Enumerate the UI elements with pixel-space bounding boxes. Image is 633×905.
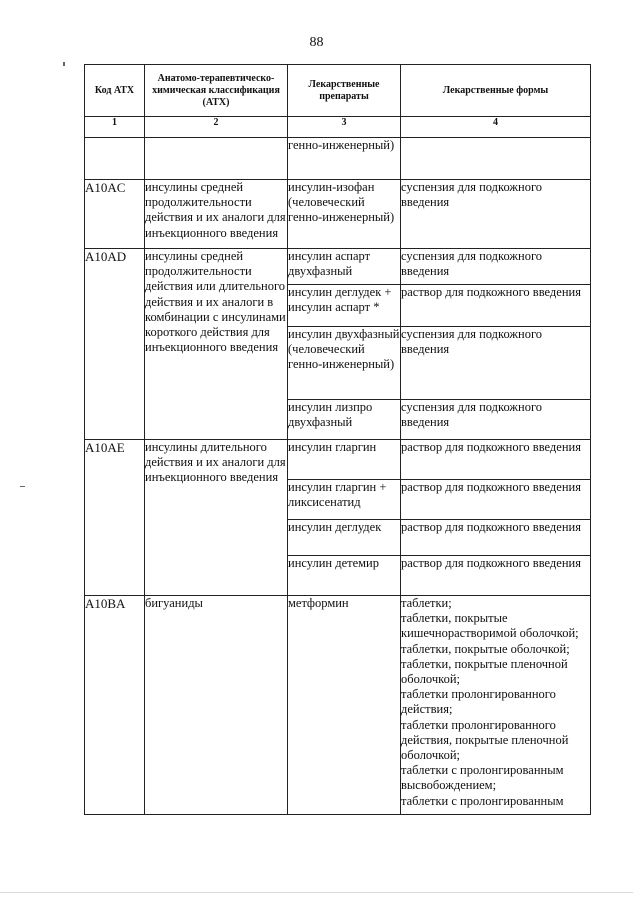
column-number: 3 — [288, 117, 401, 138]
drug-name: инсулин гларгин + ликсисенатид — [288, 480, 401, 520]
atx-class: инсулины длительного действия и их аналоги для инъекционного введения — [145, 440, 288, 596]
scan-mark — [63, 62, 65, 66]
table-header-row — [85, 65, 591, 117]
drug-name: метформин — [288, 596, 401, 815]
drug-name: инсулин гларгин — [288, 440, 401, 480]
drug-name: инсулин детемир — [288, 556, 401, 596]
dosage-form: таблетки пролонгированного действия, покрытые пленочной оболочкой; — [401, 717, 569, 763]
table-row — [85, 249, 591, 285]
scan-mark — [0, 892, 633, 893]
dosage-form: суспензия для подкожного введения — [401, 400, 591, 440]
atx-code: A10AD — [85, 249, 145, 440]
drug-name: инсулин-изофан (человеческий генно-инженерный) — [288, 180, 401, 249]
dosage-form: таблетки с пролонгированным высвобождением; — [401, 763, 564, 793]
drug-name: инсулин двухфазный (человеческий генно-инженерный) — [288, 327, 401, 400]
header-classification: Анатомо-терапевтическо-химическая классификация (АТХ) — [145, 65, 288, 117]
header-code: Код АТХ — [85, 65, 145, 117]
atx-code: A10BA — [85, 596, 145, 815]
dosage-form: суспензия для подкожного введения — [401, 327, 591, 400]
drug-name: инсулин деглудек — [288, 520, 401, 556]
dosage-form: раствор для подкожного введения — [401, 480, 591, 520]
atx-table — [84, 64, 591, 815]
table-row — [85, 596, 591, 815]
code-cell — [85, 138, 145, 180]
table-row — [85, 440, 591, 480]
drug-cell: генно-инженерный) — [288, 138, 401, 180]
dosage-form: раствор для подкожного введения — [401, 440, 591, 480]
column-number: 1 — [85, 117, 145, 138]
column-number: 2 — [145, 117, 288, 138]
atx-class: инсулины средней продолжительности действия или длительного действия и их аналоги в комбинации с инсулинами короткого действия для инъекционного введения — [145, 249, 288, 440]
header-forms: Лекарственные формы — [401, 65, 591, 117]
dosage-form: таблетки; — [401, 596, 452, 610]
atx-code: A10AC — [85, 180, 145, 249]
column-number-row — [85, 117, 591, 138]
scan-mark — [20, 486, 25, 487]
page-number: 88 — [309, 35, 324, 50]
header-drugs: Лекарственные препараты — [288, 65, 401, 117]
atx-code: A10AE — [85, 440, 145, 596]
dosage-form: таблетки, покрытые пленочной оболочкой; — [401, 656, 568, 687]
table-row — [85, 138, 591, 180]
drug-name: инсулин лизпро двухфазный — [288, 400, 401, 440]
dosage-forms-list — [401, 596, 591, 815]
dosage-form: таблетки с пролонгированным — [401, 793, 564, 808]
column-number: 4 — [401, 117, 591, 138]
table-row — [85, 180, 591, 249]
dosage-form: таблетки, покрытые кишечнорастворимой оболочкой; — [401, 611, 579, 641]
atx-class: бигуаниды — [145, 596, 288, 815]
dosage-form: таблетки пролонгированного действия; — [401, 687, 556, 717]
dosage-form: раствор для подкожного введения — [401, 285, 591, 327]
dosage-form: суспензия для подкожного введения — [401, 180, 591, 249]
dosage-form: раствор для подкожного введения — [401, 520, 591, 556]
form-cell — [401, 138, 591, 180]
drug-name: инсулин аспарт двухфазный — [288, 249, 401, 285]
class-cell — [145, 138, 288, 180]
atx-class: инсулины средней продолжительности действия и их аналоги для инъекционного введения — [145, 180, 288, 249]
dosage-form: раствор для подкожного введения — [401, 556, 591, 596]
drug-name: инсулин деглудек + инсулин аспарт * — [288, 285, 401, 327]
dosage-form: таблетки, покрытые оболочкой; — [401, 641, 570, 656]
dosage-form: суспензия для подкожного введения — [401, 249, 591, 285]
